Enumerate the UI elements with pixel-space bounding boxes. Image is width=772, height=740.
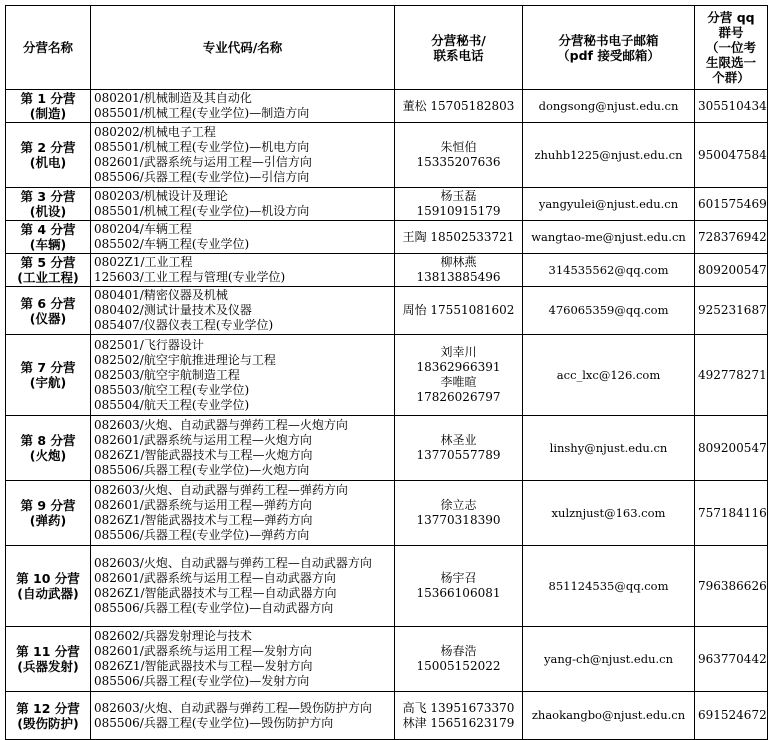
majors-cell-line: 080201/机械制造及其自动化 <box>94 91 252 105</box>
secretary-contact-cell-line: 董松 15705182803 <box>402 98 515 113</box>
email-cell-text: wangtao-me@njust.edu.cn <box>531 229 686 244</box>
secretary-contact-cell <box>395 692 523 740</box>
secretary-contact-cell-line: 徐立志 <box>440 498 477 512</box>
secretary-contact-cell <box>395 254 523 287</box>
qq-group-cell-text: 809200547 <box>698 440 767 455</box>
email-cell <box>523 692 695 740</box>
table-row <box>6 221 768 254</box>
email-cell-text: zhuhb1225@njust.edu.cn <box>534 147 683 162</box>
secretary-contact-cell-line: 李唯暄 <box>440 375 477 389</box>
email-cell-text: 476065359@qq.com <box>548 303 669 317</box>
secretary-contact-cell-line: 杨玉磊 <box>440 189 477 203</box>
secretary-contact-cell-line: 15335207636 <box>416 155 501 169</box>
majors-cell-line: 085506/兵器工程(专业学位)—引信方向 <box>94 170 310 184</box>
secretary-contact-cell <box>395 416 523 481</box>
table-body <box>6 90 768 740</box>
email-cell <box>523 627 695 692</box>
qq-group-cell <box>695 481 768 546</box>
camp-name-cell-line: (毁伤防护) <box>17 715 79 731</box>
secretary-contact-cell <box>395 287 523 335</box>
majors-cell-line: 082603/火炮、自动武器与弹药工程—弹药方向 <box>94 483 348 497</box>
camp-name-cell-line: 第 11 分营 <box>16 644 80 659</box>
table-row <box>6 90 768 123</box>
secretary-contact-cell-line: 周怡 17551081602 <box>402 303 515 317</box>
majors-cell-line: 082601/武器系统与运用工程—自动武器方向 <box>94 571 336 585</box>
table-row <box>6 188 768 221</box>
qq-group-cell-text: 925231687 <box>698 303 767 317</box>
email-cell-text: yangyulei@njust.edu.cn <box>538 196 679 211</box>
secretary-contact-cell-line: 15366106081 <box>416 586 501 600</box>
email-cell <box>523 335 695 416</box>
secretary-contact-cell-line: 林圣业 <box>440 433 477 447</box>
table-row <box>6 627 768 692</box>
camp-name-cell <box>6 188 91 221</box>
qq-group-cell <box>695 546 768 627</box>
majors-cell-line: 085501/机械工程(专业学位)—制造方向 <box>94 106 310 120</box>
majors-cell-line: 125603/工业工程与管理(专业学位) <box>94 270 286 284</box>
table-row <box>6 692 768 740</box>
email-cell-text: linshy@njust.edu.cn <box>549 440 668 455</box>
camp-name-cell-line: (机设) <box>29 204 67 219</box>
secretary-contact-cell-line: 13813885496 <box>416 270 501 284</box>
col-header-contact: 分营秘书/ 联系电话 <box>395 6 523 90</box>
majors-cell <box>91 481 395 546</box>
majors-cell-line: 085501/机械工程(专业学位)—机电方向 <box>94 140 310 154</box>
majors-cell <box>91 188 395 221</box>
table-row <box>6 416 768 481</box>
secretary-contact-cell-line: 林津 15651623179 <box>402 715 515 730</box>
majors-cell-line: 082601/武器系统与运用工程—引信方向 <box>94 155 312 169</box>
majors-cell-line: 080202/机械电子工程 <box>94 125 216 139</box>
majors-cell-line: 082502/航空宇航推进理论与工程 <box>94 352 276 367</box>
majors-cell-line: 085503/航空工程(专业学位) <box>94 382 250 397</box>
camp-name-cell-line: 第 5 分营 <box>20 255 76 270</box>
email-cell <box>523 254 695 287</box>
camp-name-cell-line: 第 3 分营 <box>20 189 76 204</box>
email-cell-text: xulznjust@163.com <box>551 505 666 520</box>
qq-group-cell-text: 809200547 <box>698 262 767 277</box>
secretary-contact-cell-line: 13770318390 <box>416 513 501 527</box>
majors-cell-line: 085502/车辆工程(专业学位) <box>94 237 250 251</box>
secretary-contact-cell-line: 15910915179 <box>416 204 501 218</box>
qq-group-cell <box>695 254 768 287</box>
secretary-contact-cell <box>395 546 523 627</box>
majors-cell-line: 085407/仪器仪表工程(专业学位) <box>94 318 274 332</box>
table-row <box>6 335 768 416</box>
majors-cell <box>91 546 395 627</box>
secretary-contact-cell-line: 杨春浩 <box>440 644 477 658</box>
camp-name-cell <box>6 546 91 627</box>
email-cell <box>523 221 695 254</box>
secretary-contact-cell-line: 朱恒伯 <box>440 140 477 154</box>
majors-cell-line: 085506/兵器工程(专业学位)—发射方向 <box>94 674 310 688</box>
qq-group-cell <box>695 416 768 481</box>
qq-group-cell <box>695 90 768 123</box>
camp-name-cell <box>6 335 91 416</box>
secretary-contact-cell <box>395 188 523 221</box>
email-cell-text: 851124535@qq.com <box>548 578 669 593</box>
camp-name-cell-line: 第 10 分营 <box>16 571 80 586</box>
majors-cell-line: 085506/兵器工程(专业学位)—火炮方向 <box>94 463 310 477</box>
header-row <box>6 6 768 90</box>
secretary-contact-cell <box>395 90 523 123</box>
table-row <box>6 481 768 546</box>
camp-name-cell <box>6 692 91 740</box>
camp-name-cell-line: 第 2 分营 <box>20 140 76 155</box>
majors-cell-line: 0826Z1/智能武器技术与工程—火炮方向 <box>94 448 313 462</box>
camp-name-cell-line: (火炮) <box>29 448 67 463</box>
secretary-contact-cell-line: 17826026797 <box>416 390 501 404</box>
email-cell <box>523 90 695 123</box>
secretary-contact-cell <box>395 221 523 254</box>
qq-group-cell-text: 601575469 <box>698 196 767 211</box>
email-cell-text: acc_lxc@126.com <box>556 367 661 382</box>
camp-name-cell <box>6 627 91 692</box>
camp-name-cell <box>6 481 91 546</box>
camp-name-cell-line: (工业工程) <box>17 270 79 285</box>
majors-cell-line: 085506/兵器工程(专业学位)—毁伤防护方向 <box>94 715 334 730</box>
email-cell <box>523 416 695 481</box>
qq-group-cell-text: 757184116 <box>698 505 767 520</box>
qq-group-cell <box>695 221 768 254</box>
majors-cell-line: 080204/车辆工程 <box>94 222 192 236</box>
camp-name-cell-line: (弹药) <box>29 513 67 528</box>
email-cell <box>523 188 695 221</box>
secretary-contact-cell-line: 杨宇召 <box>440 571 477 585</box>
majors-cell-line: 082603/火炮、自动武器与弹药工程—毁伤防护方向 <box>94 700 372 715</box>
secretary-contact-cell <box>395 481 523 546</box>
camp-name-cell-line: 第 4 分营 <box>20 222 76 237</box>
col-header-majors: 专业代码/名称 <box>91 6 395 90</box>
secretary-contact-cell <box>395 627 523 692</box>
majors-cell-line: 0826Z1/智能武器技术与工程—自动武器方向 <box>94 586 337 600</box>
camp-name-cell-line: (宇航) <box>29 375 67 390</box>
camp-name-cell-line: 第 8 分营 <box>20 433 76 448</box>
majors-cell-line: 080203/机械设计及理论 <box>94 189 228 203</box>
table-row <box>6 254 768 287</box>
secretary-contact-cell-line: 高飞 13951673370 <box>402 700 515 715</box>
email-cell <box>523 123 695 188</box>
camp-table <box>5 5 768 740</box>
camp-name-cell-line: (自动武器) <box>17 586 79 601</box>
qq-group-cell <box>695 692 768 740</box>
majors-cell-line: 0826Z1/智能武器技术与工程—弹药方向 <box>94 513 313 527</box>
majors-cell-line: 082601/武器系统与运用工程—火炮方向 <box>94 433 312 447</box>
majors-cell-line: 082603/火炮、自动武器与弹药工程—火炮方向 <box>94 418 348 432</box>
majors-cell-line: 082601/武器系统与运用工程—发射方向 <box>94 644 312 658</box>
secretary-contact-cell-line: 王陶 18502533721 <box>402 229 515 244</box>
majors-cell-line: 082503/航空宇航制造工程 <box>94 367 240 382</box>
camp-name-cell <box>6 287 91 335</box>
qq-group-cell <box>695 627 768 692</box>
majors-cell-line: 080401/精密仪器及机械 <box>94 288 228 302</box>
majors-cell-line: 0802Z1/工业工程 <box>94 255 193 269</box>
email-cell-text: zhaokangbo@njust.edu.cn <box>531 708 686 722</box>
camp-name-cell-line: 第 7 分营 <box>20 360 76 375</box>
table-row <box>6 287 768 335</box>
email-cell <box>523 481 695 546</box>
camp-name-cell <box>6 221 91 254</box>
table-row <box>6 546 768 627</box>
majors-cell <box>91 416 395 481</box>
majors-cell-line: 082602/兵器发射理论与技术 <box>94 629 252 643</box>
camp-name-cell-line: (机电) <box>29 155 67 170</box>
secretary-contact-cell <box>395 335 523 416</box>
qq-group-cell <box>695 188 768 221</box>
secretary-contact-cell-line: 柳林燕 <box>440 255 477 269</box>
majors-cell-line: 082603/火炮、自动武器与弹药工程—自动武器方向 <box>94 556 372 570</box>
majors-cell <box>91 221 395 254</box>
col-header-email: 分营秘书电子邮箱 （pdf 接受邮箱） <box>523 6 695 90</box>
camp-name-cell-line: (仪器) <box>29 310 67 326</box>
col-header-name: 分营名称 <box>6 6 91 90</box>
secretary-contact-cell-line: 刘幸川 <box>440 345 477 359</box>
majors-cell <box>91 123 395 188</box>
email-cell-text: dongsong@njust.edu.cn <box>538 98 679 113</box>
majors-cell-line: 0826Z1/智能武器技术与工程—发射方向 <box>94 659 313 673</box>
secretary-contact-cell-line: 13770557789 <box>416 448 501 462</box>
qq-group-cell-text: 796386626 <box>698 578 767 593</box>
majors-cell-line: 085506/兵器工程(专业学位)—弹药方向 <box>94 528 310 542</box>
camp-name-cell-line: 第 9 分营 <box>20 498 76 513</box>
qq-group-cell-text: 728376942 <box>698 229 767 244</box>
majors-cell <box>91 254 395 287</box>
camp-name-cell <box>6 254 91 287</box>
qq-group-cell <box>695 335 768 416</box>
email-cell-text: yang-ch@njust.edu.cn <box>544 651 673 666</box>
camp-name-cell <box>6 90 91 123</box>
col-header-qq: 分营 qq 群号 （一位考 生限选一 个群） <box>695 6 768 90</box>
majors-cell-line: 080402/测试计量技术及仪器 <box>94 303 252 317</box>
camp-name-cell <box>6 123 91 188</box>
qq-group-cell-text: 691524672 <box>698 708 767 722</box>
qq-group-cell <box>695 287 768 335</box>
email-cell-text: 314535562@qq.com <box>548 262 669 277</box>
table-row <box>6 123 768 188</box>
majors-cell-line: 082601/武器系统与运用工程—弹药方向 <box>94 498 312 512</box>
qq-group-cell-text: 492778271 <box>698 367 767 382</box>
camp-name-cell-line: (车辆) <box>29 237 67 252</box>
majors-cell <box>91 287 395 335</box>
camp-name-cell-line: (兵器发射) <box>17 659 79 674</box>
majors-cell <box>91 627 395 692</box>
majors-cell-line: 085506/兵器工程(专业学位)—自动武器方向 <box>94 601 334 615</box>
qq-group-cell-text: 963770442 <box>698 651 767 666</box>
camp-name-cell-line: 第 6 分营 <box>20 295 76 311</box>
majors-cell <box>91 335 395 416</box>
email-cell <box>523 546 695 627</box>
camp-name-cell-line: (制造) <box>29 106 67 121</box>
majors-cell <box>91 692 395 740</box>
camp-name-cell-line: 第 1 分营 <box>20 91 76 106</box>
qq-group-cell-text: 305510434 <box>698 98 767 113</box>
majors-cell-line: 085504/航天工程(专业学位) <box>94 397 250 412</box>
majors-cell-line: 085501/机械工程(专业学位)—机设方向 <box>94 204 310 218</box>
secretary-contact-cell-line: 15005152022 <box>416 659 501 673</box>
secretary-contact-cell <box>395 123 523 188</box>
qq-group-cell <box>695 123 768 188</box>
secretary-contact-cell-line: 18362966391 <box>416 360 501 374</box>
qq-group-cell-text: 950047584 <box>698 147 767 162</box>
camp-name-cell <box>6 416 91 481</box>
email-cell <box>523 287 695 335</box>
majors-cell <box>91 90 395 123</box>
majors-cell-line: 082501/飞行器设计 <box>94 337 204 352</box>
camp-name-cell-line: 第 12 分营 <box>16 700 80 716</box>
